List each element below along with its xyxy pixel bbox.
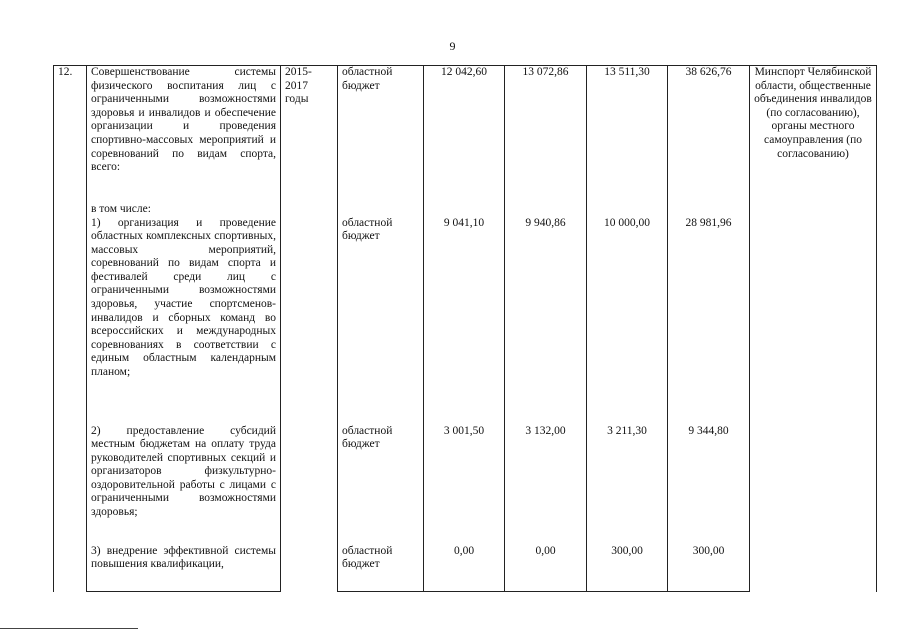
value-2016 <box>505 203 587 217</box>
funding-source: областной бюджет <box>338 545 424 592</box>
period: 2015- 2017 годы <box>281 66 338 592</box>
page-number: 9 <box>449 39 456 53</box>
value-2017: 10 000,00 <box>587 217 668 425</box>
table-row <box>54 66 877 203</box>
value-2016: 9 940,86 <box>505 217 587 425</box>
funding-source: областной бюджет <box>338 66 424 203</box>
row-number: 12. <box>54 66 87 592</box>
value-2017 <box>587 203 668 217</box>
value-2017: 13 511,30 <box>587 66 668 203</box>
description-item-3: 3) внедрение эффективной системы повышения квалификации, <box>87 545 281 592</box>
value-2017: 3 211,30 <box>587 425 668 545</box>
description-item-1: 1) организация и проведение областных комплексных спортивных, массовых мероприятий, соревнований по видам спорта и фестивалей среди лиц с ограниченными возможностями здоровья, участие спортсменов-инвалидов и сборных команд во всероссийских и международных соревнованиях в соответствии с единым областным календарным планом; <box>87 217 281 425</box>
program-table <box>53 65 877 592</box>
funding-source <box>338 203 424 217</box>
value-2015: 0,00 <box>424 545 505 592</box>
value-total: 9 344,80 <box>668 425 750 545</box>
funding-source: областной бюджет <box>338 425 424 545</box>
description-subheader: в том числе: <box>87 203 281 217</box>
value-2015 <box>424 203 505 217</box>
footnote-divider <box>0 628 138 629</box>
description-item-2: 2) предоставление субсидий местным бюджетам на оплату труда руководителей спортивных секций и организаторов физкультурно-оздоровительной работы с лицами с ограниченными возможностями здоровья; <box>87 425 281 545</box>
value-2016: 13 072,86 <box>505 66 587 203</box>
value-total: 28 981,96 <box>668 217 750 425</box>
value-2016: 0,00 <box>505 545 587 592</box>
value-2015: 3 001,50 <box>424 425 505 545</box>
value-total <box>668 203 750 217</box>
value-2015: 12 042,60 <box>424 66 505 203</box>
value-total: 38 626,76 <box>668 66 750 203</box>
description-total: Совершенствование системы физического воспитания лиц с ограниченными возможностями здоровья и инвалидов и обеспечение организации и проведения спортивно-массовых мероприятий и соревнований по видам спорта, всего: <box>87 66 281 203</box>
funding-source: областной бюджет <box>338 217 424 425</box>
executor: Минспорт Челябинской области, общественные объединения инвалидов (по согласованию), органы местного самоуправления (по согласованию) <box>750 66 877 592</box>
value-2017: 300,00 <box>587 545 668 592</box>
value-2015: 9 041,10 <box>424 217 505 425</box>
value-2016: 3 132,00 <box>505 425 587 545</box>
value-total: 300,00 <box>668 545 750 592</box>
